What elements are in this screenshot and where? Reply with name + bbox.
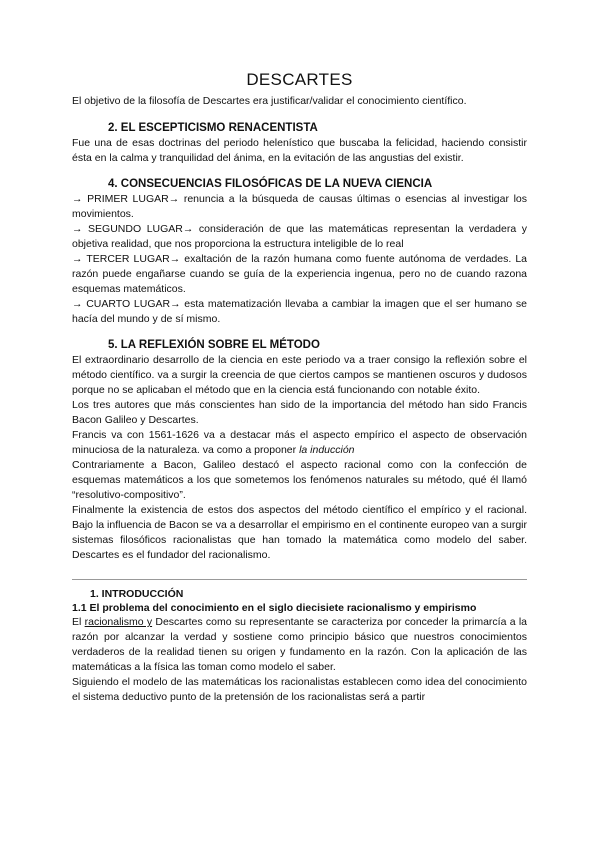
section-1-heading: 1. INTRODUCCIÓN	[90, 588, 184, 600]
introduccion-p1-rest: Descartes como su representante se caracteriza por conceder la primarcía a la razón por alcanzar la verdad y sostiene como principio básico que nuestros conocimientos verdaderos de la realidad tienen su origen y fundamento en la razón. Con la aplicación de las matemáticas a la física las toman como modelo el saber.	[72, 616, 527, 673]
section-5-heading: 5. LA REFLEXIÓN SOBRE EL MÉTODO	[108, 339, 320, 351]
section-divider	[72, 579, 527, 580]
section-2-text: Fue una de esas doctrinas del periodo helenístico que buscaba la felicidad, haciendo consistir ésta en la calma y tranquilidad del ánima, en la evitación de las angustias del existir.	[72, 137, 527, 164]
metodo-paragraph-5: Finalmente la existencia de estos dos aspectos del método científico el empírico y el racional. Bajo la influencia de Bacon se va a desarrollar el empirismo en el continente europeo van a surgir sistemas filosóficos racionalistas que han tomado la matemática como modelo del saber. Descartes es el fundador del racionalismo.	[72, 504, 527, 561]
metodo-paragraph-3-text: Francis va con 1561-1626 va a destacar más el aspecto empírico el aspecto de observación minuciosa de la naturaleza. va como a proponer	[72, 429, 527, 456]
section-consecuencias	[72, 178, 527, 327]
section-4-heading: 4. CONSECUENCIAS FILOSÓFICAS DE LA NUEVA CIENCIA	[108, 178, 433, 190]
metodo-paragraph-1: El extraordinario desarrollo de la ciencia en este periodo va a traer consigo la reflexión sobre el método científico. va a surgir la creencia de que ciertos campos se mantienen oscuros y dudosos porque no se aplicaban el método que en la ciencia está funcionando con notable éxito.	[72, 354, 527, 396]
introduccion-paragraph-2: Siguiendo el modelo de las matemáticas los racionalistas establecen como idea del conocimiento el sistema deductivo punto de la pretensión de los racionalistas será a partir	[72, 676, 527, 703]
metodo-paragraph-4: Contrariamente a Bacon, Galileo destacó el aspecto racional como con la confección de esquemas matemáticos a los que sometemos los fenómenos naturales su método, qué él llamó “resolutivo-compositivo”.	[72, 459, 527, 501]
subsection-1-1-heading: 1.1 El problema del conocimiento en el siglo diecisiete racionalismo y empirismo	[72, 602, 477, 614]
consecuencia-primer-lugar: → PRIMER LUGAR→ renuncia a la búsqueda de causas últimas o esencias al investigar los movimientos.	[72, 193, 527, 220]
consecuencia-segundo-lugar: → SEGUNDO LUGAR→ consideración de que las matemáticas representan la verdadera y objetiva realidad, que nos proporciona la estructura inteligible de lo real	[72, 223, 527, 250]
consecuencia-tercer-lugar: → TERCER LUGAR→ exaltación de la razón humana como fuente autónoma de verdades. La razón puede engañarse cuando se guía de la experiencia ingenua, pero no de cuando razona esquemas matemáticos.	[72, 253, 527, 295]
document-page	[72, 70, 527, 705]
section-escepticismo	[72, 122, 527, 166]
introduccion-p1-start: El	[72, 616, 85, 628]
intro-paragraph: El objetivo de la filosofía de Descartes era justificar/validar el conocimiento científico.	[72, 95, 467, 107]
introduccion-paragraph-1	[72, 615, 527, 675]
section-introduccion	[72, 588, 527, 705]
induccion-term: la inducción	[299, 444, 355, 456]
document-title: DESCARTES	[246, 70, 353, 89]
metodo-paragraph-2: Los tres autores que más conscientes han sido de la importancia del método han sido Francis Bacon Galileo y Descartes.	[72, 399, 527, 426]
consecuencia-cuarto-lugar: → CUARTO LUGAR→ esta matematización llevaba a cambiar la imagen que el ser humano se hacía del mundo y de sí mismo.	[72, 298, 527, 325]
racionalismo-term: racionalismo y	[84, 616, 153, 628]
section-metodo	[72, 339, 527, 563]
section-2-heading: 2. EL ESCEPTICISMO RENACENTISTA	[108, 122, 318, 134]
metodo-paragraph-3	[72, 428, 527, 458]
